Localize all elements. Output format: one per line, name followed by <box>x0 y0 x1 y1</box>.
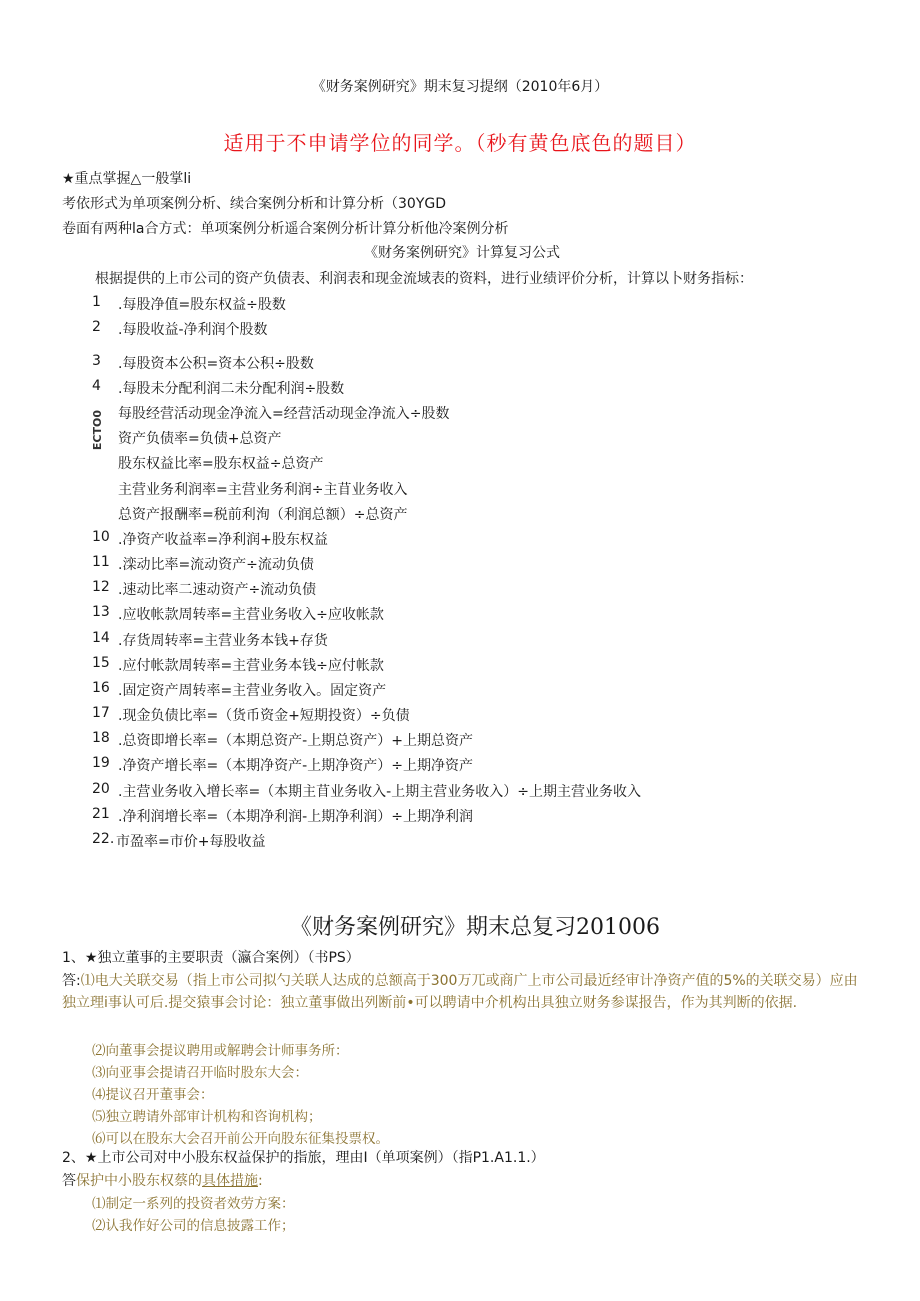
answer-2-prefix: 保护中小股东权蔡的 <box>76 1173 202 1189</box>
formula-number: 3 <box>92 353 101 369</box>
formula-number: 10 <box>92 529 110 545</box>
answer-1-item: ⑷提议召开董事会： <box>92 1087 214 1103</box>
formula-item <box>0 806 920 826</box>
formula-number: 16 <box>92 680 110 696</box>
formula-text: .总资即增长率=（本期总资产-上期总资产）+上期总资产 <box>118 733 473 749</box>
formula-number: 14 <box>92 630 110 646</box>
formula-text: .净资产收益率=净利润+股东权益 <box>118 532 328 548</box>
formula-item <box>0 655 920 675</box>
formulas-title: 《财务案例研究》计算复习公式 <box>364 245 560 261</box>
formula-item <box>0 378 920 398</box>
scope-notice: 适用于不申请学位的同学。（秒有黄色底色的题目） <box>223 131 697 155</box>
answer-2-suffix: : <box>258 1173 263 1189</box>
formula-number: 18 <box>92 730 110 746</box>
formula-item <box>0 479 920 499</box>
formula-text: 主营业务利润率=主营业务利润÷主苜业务收入 <box>118 482 408 498</box>
formula-text: .应付帐款周转率=主营业务本钱÷应付帐款 <box>118 658 384 674</box>
formula-number: 1 <box>92 294 101 310</box>
formula-text: .每股资本公积=资本公积÷股数 <box>118 356 314 372</box>
formula-text: .滦动比率=流动资产÷流动负债 <box>118 557 314 573</box>
formula-item <box>0 755 920 775</box>
formula-text: .速动比率二速动资产÷流动负债 <box>118 582 317 598</box>
answer-2-line <box>62 1170 263 1190</box>
formula-number: 20 <box>92 781 110 797</box>
intro-line-2: 考依形式为单项案例分析、续合案例分析和计算分析（30YGD <box>62 196 446 212</box>
formula-item <box>0 579 920 599</box>
formula-item <box>0 353 920 373</box>
formula-number: 2 <box>92 319 101 335</box>
formula-item <box>0 504 920 524</box>
intro-line-3: 卷面有两种la合方式：单项案例分析遥合案例分析计算分析他冷案例分析 <box>62 221 509 237</box>
document-title: 《财务案例研究》期末复习提纲（2010年6月） <box>311 79 609 95</box>
answer-1-label: 答: <box>62 973 81 989</box>
answer-2-item: ⑵认我作好公司的信息披露工作； <box>92 1218 295 1234</box>
formula-item <box>0 319 920 339</box>
formula-item <box>0 428 920 448</box>
formula-text: .每股净值=股东权益÷股数 <box>118 297 286 313</box>
formula-item <box>0 781 920 801</box>
formula-item <box>0 403 920 423</box>
answer-2-label: 答 <box>62 1173 76 1189</box>
formula-item <box>0 529 920 549</box>
formula-text: 总资产报酬率=税前利洵（利润总额）÷总资产 <box>118 507 408 523</box>
formula-item <box>0 453 920 473</box>
formula-number: 21 <box>92 806 110 822</box>
formula-text: .净资产增长率=（本期净资产-上期净资产）÷上期净资产 <box>118 758 473 774</box>
answer-1-paragraph <box>62 970 862 1014</box>
formulas-intro: 根据提供的上市公司的资产负债表、利润表和现金流域表的资料，进行业绩评价分析，计算以卜财务指标： <box>95 271 753 287</box>
formula-item <box>0 554 920 574</box>
question-1: 1、★独立董事的主要职责（瀛合案例）（书PS） <box>62 950 360 966</box>
formula-number: 19 <box>92 755 110 771</box>
formula-item <box>0 730 920 750</box>
side-mark <box>93 410 102 450</box>
formula-number: 22. <box>92 831 115 847</box>
formula-item <box>0 630 920 650</box>
formula-item <box>0 831 920 851</box>
side-mark-text: ECTO0 <box>91 410 104 451</box>
answer-1-item: ⑹可以在股东大会召开前公开向股东征集投票权。 <box>92 1131 389 1147</box>
formula-text: .现金负债比率=（货币资金+短期投资）÷负债 <box>118 708 410 724</box>
formula-text: 资产负债率=负债+总资产 <box>118 431 282 447</box>
answer-1-item: ⑵向董事会提议聘用或解聘会计师事务所： <box>92 1043 349 1059</box>
answer-2-underlined: 具体措施 <box>202 1173 258 1189</box>
formula-item <box>0 705 920 725</box>
formula-text: .存货周转率=主营业务本钱+存货 <box>118 633 328 649</box>
formula-number: 4 <box>92 378 101 394</box>
formula-text: 股东权益比率=股东权益÷总资产 <box>118 456 324 472</box>
formula-text: .应收帐款周转率=主营业务收入÷应收帐款 <box>118 607 384 623</box>
answer-1-text: ⑴电大关联交易（指上市公司拟勺关联人达成的总额高于300万兀或商广上市公司最近经审计净资产值的5%的关联交易）应由独立理i事认可后.提交猿事会讨论：独立董事做出列断前•可以聘请中介机构出具独立财务参谋报告，作为其判断的依据. <box>62 973 858 1011</box>
formula-text: .主营业务收入增长率=（本期主苜业务收入-上期主营业务收入）÷上期主营业务收入 <box>118 784 641 800</box>
formula-item <box>0 294 920 314</box>
formula-text: .净利润增长率=（本期净利润-上期净利润）÷上期净利润 <box>118 809 473 825</box>
formula-item <box>0 680 920 700</box>
formula-item <box>0 604 920 624</box>
question-2: 2、★上市公司对中小股东权益保护的指旅，理由I（单项案例）（指P1.A1.1.） <box>62 1150 545 1166</box>
formula-number: 15 <box>92 655 110 671</box>
formula-text: .每股未分配利润二未分配利润÷股数 <box>118 381 345 397</box>
formula-text: 每股经营活动现金净流入=经营活动现金净流入÷股数 <box>118 406 450 422</box>
formula-text: .固定资产周转率=主营业务收入。固定资产 <box>118 683 387 699</box>
formula-number: 13 <box>92 604 110 620</box>
answer-1-item: ⑸独立聘请外部审计机构和咨询机构； <box>92 1109 322 1125</box>
formula-text: .每股收益-净利润个股数 <box>118 322 268 338</box>
formula-text: 市盈率=市价+每股收益 <box>116 834 266 850</box>
formula-number: 12 <box>92 579 110 595</box>
review-title: 《财务案例研究》期末总复习201006 <box>290 915 660 940</box>
answer-1-item: ⑶向亚事会提请召开临时股东大会： <box>92 1065 308 1081</box>
intro-line-1: ★重点掌握△一般掌li <box>62 171 192 187</box>
formula-number: 11 <box>92 554 110 570</box>
answer-2-item: ⑴制定一系列的投资者效劳方案： <box>92 1196 295 1212</box>
formula-number: 17 <box>92 705 110 721</box>
